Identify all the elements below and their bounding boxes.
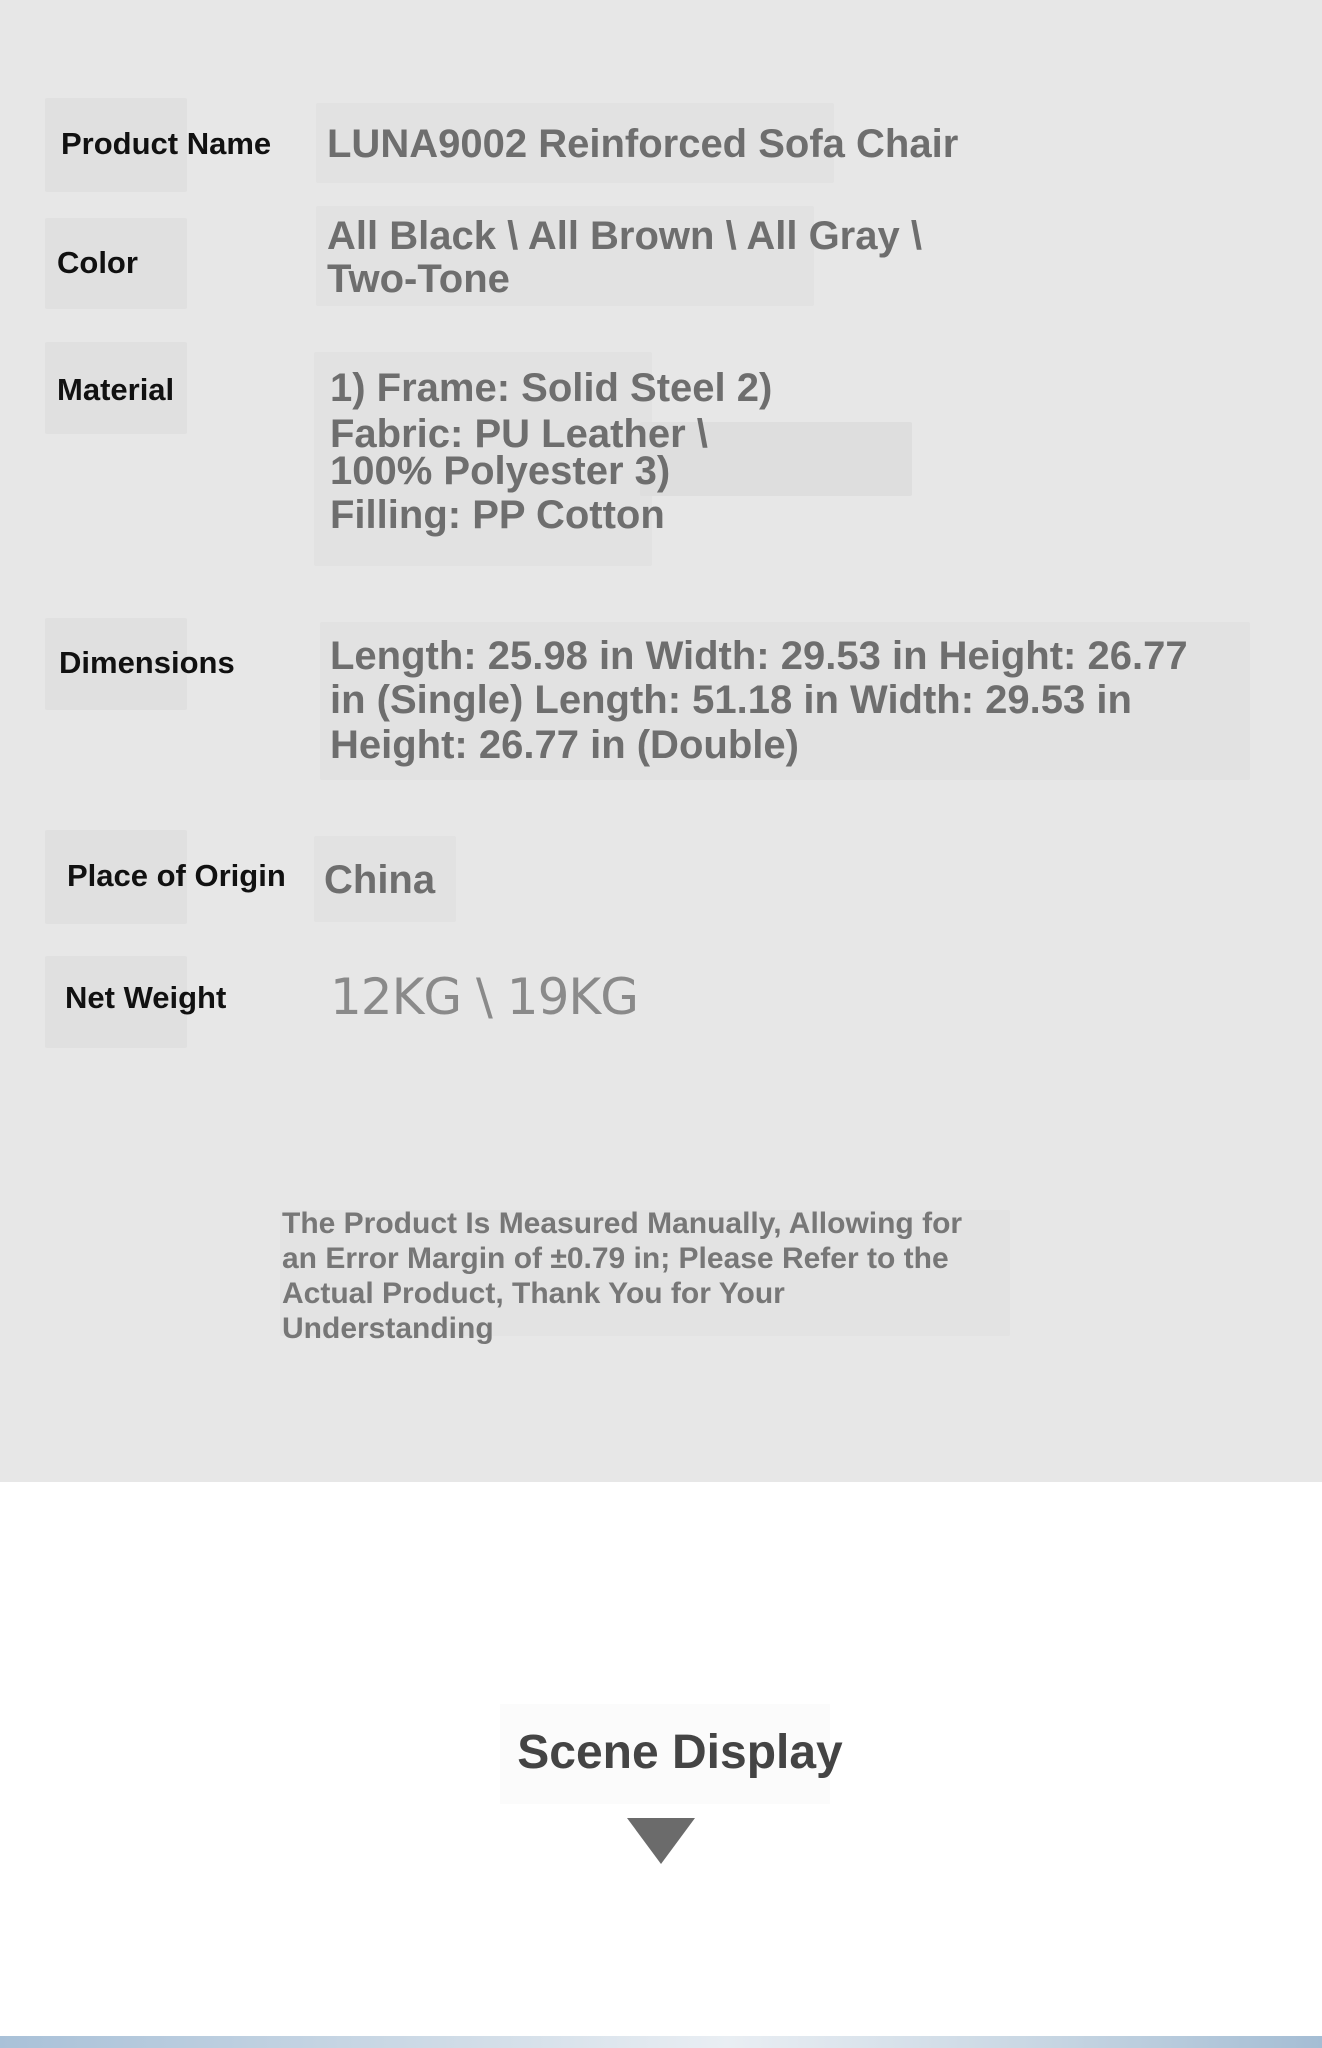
material-value-line-4: Filling: PP Cotton: [330, 493, 665, 537]
material-value-line-3: 100% Polyester 3): [330, 449, 671, 493]
color-label: Color: [57, 245, 138, 280]
scene-display-title: Scene Display: [517, 1726, 843, 1779]
dimensions-value-line-1: Length: 25.98 in Width: 29.53 in Height: 26.77: [330, 634, 1188, 678]
dimensions-value-line-2: in (Single) Length: 51.18 in Width: 29.53 in: [330, 678, 1132, 722]
measurement-note-line-1: The Product Is Measured Manually, Allowing for: [282, 1207, 963, 1240]
material-value-line-1: 1) Frame: Solid Steel 2): [330, 366, 773, 410]
product-name-value: LUNA9002 Reinforced Sofa Chair: [327, 122, 959, 166]
measurement-note-line-4: Understanding: [282, 1312, 494, 1346]
measurement-note: [282, 1206, 1022, 1346]
material-label: Material: [57, 372, 175, 407]
triangle-down-icon: [627, 1818, 695, 1864]
origin-label: Place of Origin: [67, 858, 286, 893]
measurement-note-line-2: an Error Margin of ±0.79 in; Please Refer to the: [282, 1242, 949, 1276]
weight-label: Net Weight: [65, 980, 227, 1015]
measurement-note-line-3: Actual Product, Thank You for Your: [282, 1277, 785, 1311]
scene-photo-edge: [0, 2036, 1322, 2048]
color-value-line-1: All Black \ All Brown \ All Gray \: [327, 214, 922, 258]
dimensions-label: Dimensions: [59, 645, 235, 680]
origin-value: China: [324, 858, 436, 902]
product-name-label: Product Name: [61, 126, 272, 161]
color-value-line-2: Two-Tone: [327, 257, 510, 301]
weight-value: 12KG \ 19KG: [330, 968, 638, 1026]
material-value-line-2: Fabric: PU Leather \: [330, 412, 708, 456]
dimensions-value-line-3: Height: 26.77 in (Double): [330, 723, 799, 767]
